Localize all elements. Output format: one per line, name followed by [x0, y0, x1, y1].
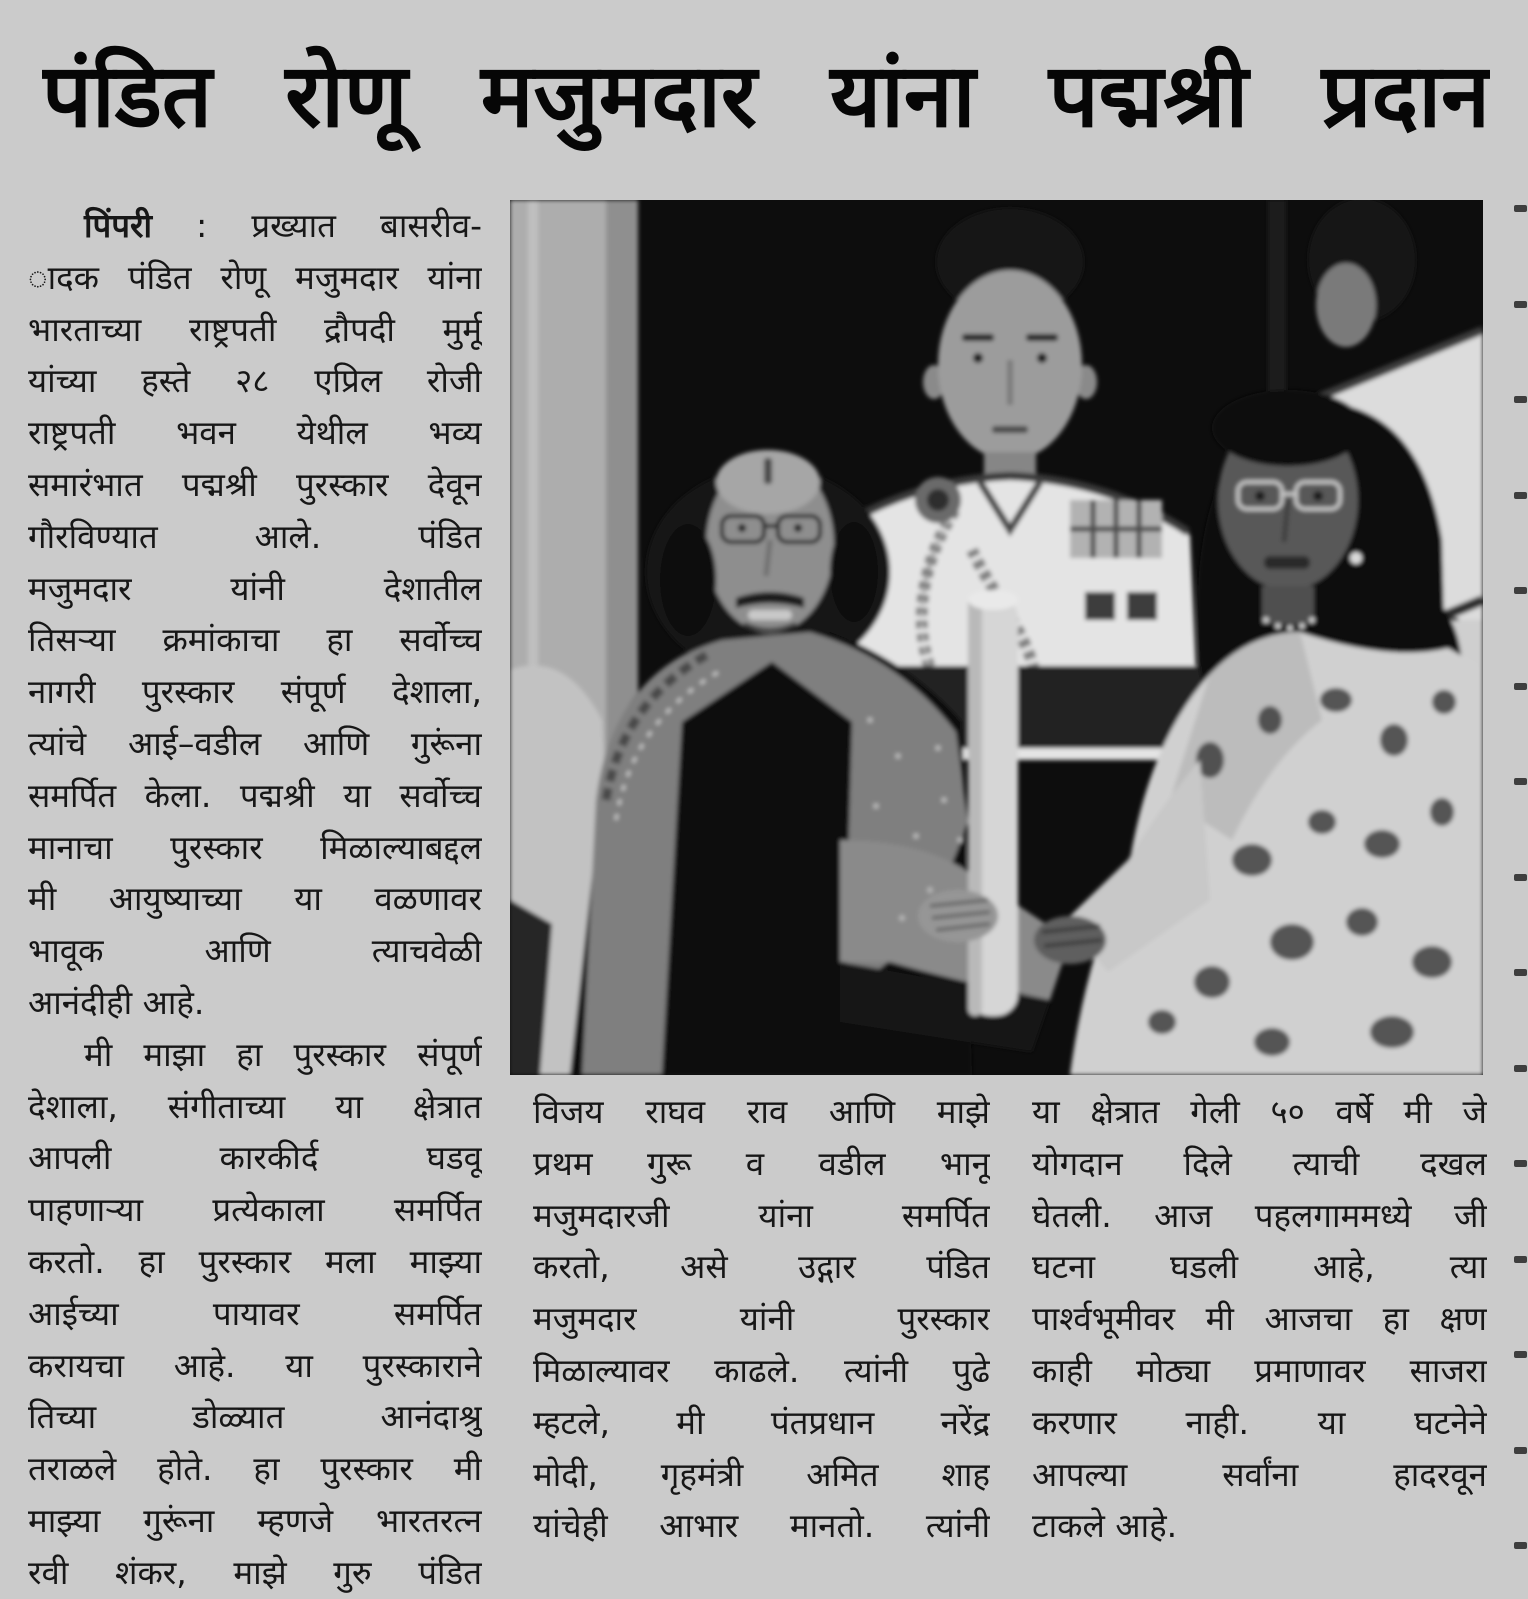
cropped-text-mark — [1514, 396, 1527, 403]
cropped-text-mark — [1514, 969, 1527, 976]
text-line: मी आयुष्याच्या या वळणावर — [28, 879, 482, 919]
article-column-right — [1032, 1086, 1487, 1552]
dateline: पिंपरी — [84, 206, 153, 245]
text-line: राष्ट्रपती भवन येथील भव्य — [28, 413, 482, 453]
text-line: करायचा आहे. या पुरस्काराने — [28, 1345, 482, 1385]
text-line: मजुमदार यांनी देशातील — [28, 568, 482, 608]
text-line: आईच्या पायावर समर्पित — [28, 1293, 482, 1333]
text-line: काही मोठ्या प्रमाणावर साजरा — [1032, 1350, 1487, 1390]
text-line: योगदान दिले त्याची दखल — [1032, 1143, 1487, 1183]
text-line: नागरी पुरस्कार संपूर्ण देशाला, — [28, 672, 482, 712]
text-line: मानाचा पुरस्कार मिळाल्याबद्दल — [28, 827, 482, 867]
text-line: तिच्या डोळ्यात आनंदाश्रु — [28, 1397, 482, 1437]
text-line: आपल्या सर्वांना हादरवून — [1032, 1454, 1487, 1494]
text-line: पिंपरी : प्रख्यात बासरीव- — [84, 206, 482, 245]
cropped-text-mark — [1514, 205, 1527, 212]
text-line: माझ्या गुरूंना म्हणजे भारतरत्न — [28, 1500, 482, 1540]
text-line: भावूक आणि त्याचवेळी — [28, 931, 482, 971]
text-line: मोदी, गृहमंत्री अमित शाह — [533, 1454, 990, 1494]
text-line: गौरविण्यात आले. पंडित — [28, 516, 482, 556]
text-line: यांच्या हस्ते २८ एप्रिल रोजी — [28, 361, 482, 401]
cropped-text-mark — [1514, 492, 1527, 499]
text-line: टाकले आहे. — [1032, 1506, 1178, 1546]
text-line: भारताच्या राष्ट्रपती द्रौपदी मुर्मू — [28, 309, 482, 349]
article-column-left — [28, 200, 482, 1599]
cropped-text-mark — [1514, 874, 1527, 881]
cropped-text-mark — [1514, 778, 1527, 785]
text-line: तराळले होते. हा पुरस्कार मी — [28, 1449, 482, 1489]
text-line: यांचेही आभार मानतो. त्यांनी — [533, 1506, 990, 1546]
cropped-text-mark — [1514, 1160, 1527, 1167]
text-line: मिळाल्यावर काढले. त्यांनी पुढे — [533, 1350, 990, 1390]
text-line: त्यांचे आई–वडील आणि गुरूंना — [28, 723, 482, 763]
text-line: या क्षेत्रात गेली ५० वर्षे मी जे — [1032, 1092, 1487, 1131]
text-line: करणार नाही. या घटनेने — [1032, 1402, 1487, 1442]
text-line: विजय राघव राव आणि माझे — [533, 1092, 990, 1131]
text-line: ादक पंडित रोणू मजुमदार यांना — [28, 257, 482, 297]
ceremony-photo — [510, 200, 1483, 1075]
text-line: मी माझा हा पुरस्कार संपूर्ण — [84, 1034, 482, 1074]
text-line: रवी शंकर, माझे गुरु पंडित — [28, 1552, 482, 1592]
text-line: पार्श्वभूमीवर मी आजचा हा क्षण — [1032, 1299, 1487, 1339]
tilak — [764, 458, 772, 484]
text-line: प्रथम गुरू व वडील भानू — [533, 1143, 990, 1183]
cropped-text-mark — [1514, 587, 1527, 594]
article-column-middle — [533, 1086, 990, 1552]
text-line: आपली कारकीर्द घडवू — [28, 1138, 482, 1178]
text-line: करतो. हा पुरस्कार मला माझ्या — [28, 1241, 482, 1281]
text-line: समारंभात पद्मश्री पुरस्कार देवून — [28, 464, 482, 504]
cropped-text-mark — [1514, 1447, 1527, 1454]
cropped-text-mark — [1514, 1065, 1527, 1072]
text-line: घटना घडली आहे, त्या — [1032, 1247, 1487, 1287]
ceremony-photo-art — [510, 200, 1483, 1075]
cropped-text-mark — [1514, 301, 1527, 308]
text-line: तिसऱ्या क्रमांकाचा हा सर्वोच्च — [28, 620, 482, 660]
cropped-text-mark — [1514, 683, 1527, 690]
cropped-text-mark — [1514, 1351, 1527, 1358]
text-line: म्हटले, मी पंतप्रधान नरेंद्र — [533, 1402, 990, 1442]
cropped-text-mark — [1514, 1542, 1527, 1549]
text-line: मजुमदारजी यांना समर्पित — [533, 1195, 990, 1235]
text-line: समर्पित केला. पद्मश्री या सर्वोच्च — [28, 775, 482, 815]
text-line: करतो, असे उद्गार पंडित — [533, 1247, 990, 1287]
text-line: पाहणाऱ्या प्रत्येकाला समर्पित — [28, 1190, 482, 1230]
text-line: देशाला, संगीताच्या या क्षेत्रात — [28, 1086, 482, 1126]
award-scroll — [968, 590, 1018, 1016]
earring — [1350, 552, 1362, 564]
text-line: मजुमदार यांनी पुरस्कार — [533, 1299, 990, 1339]
cropped-text-mark — [1514, 1256, 1527, 1263]
text-line: घेतली. आज पहलगाममध्ये जी — [1032, 1195, 1487, 1235]
headline: पंडित रोणू मजुमदार यांना पद्मश्री प्रदान — [42, 44, 1490, 147]
text-line: आनंदीही आहे. — [28, 982, 205, 1022]
